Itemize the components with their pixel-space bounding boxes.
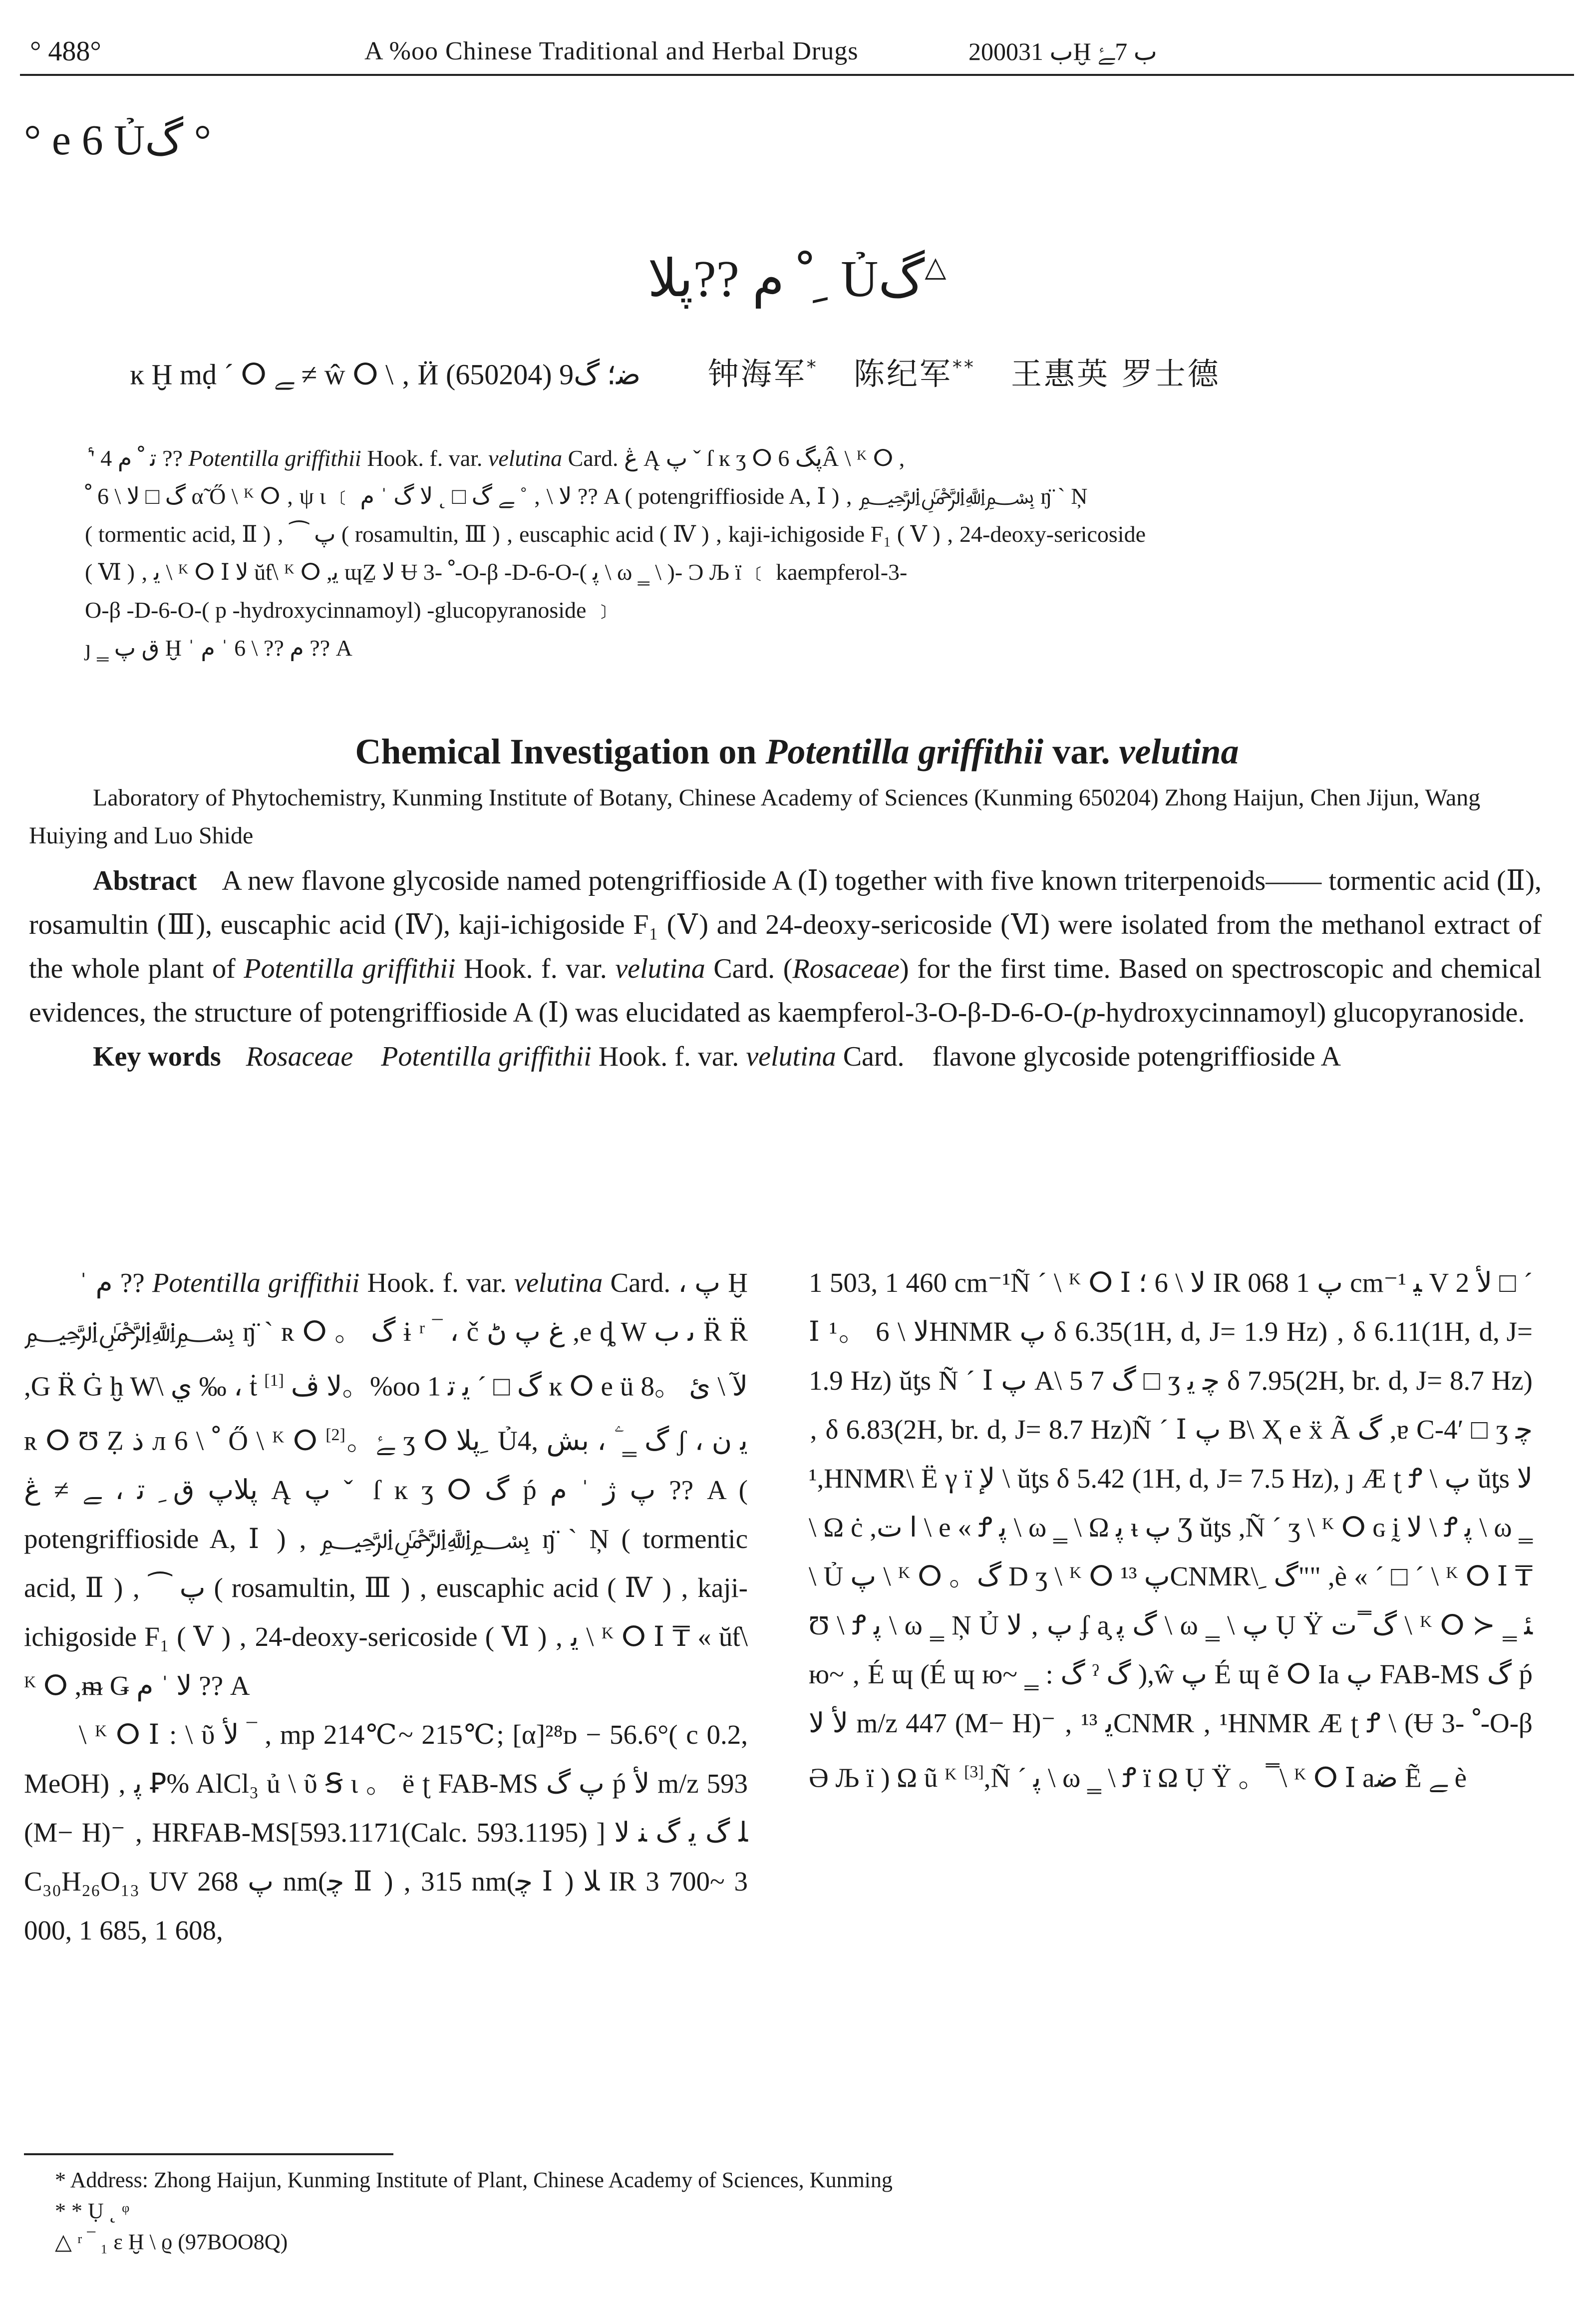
issue-info: 2000ب 31Ḫ ب 7ﮱ (968, 37, 1157, 65)
author-3-4-cn: 王惠英 罗士德 (1011, 355, 1221, 392)
author-names-cn (708, 356, 1221, 392)
affiliation-cn: ĸ Ḫ mḍ ´ ⵔ ﮯ ≠ ŵ ⵔ \ ‚ Ӥ ﺿ؛ گ9 (650204) (130, 358, 641, 391)
variety-name: velutina (514, 1267, 603, 1298)
author-1-cn: 钟海军 (707, 355, 807, 392)
species-name: Potentilla griffithii (188, 445, 361, 471)
page-title-en (0, 727, 1594, 776)
abstract-en-text: Card. ( (705, 953, 793, 984)
body-text: 。%oo 1 گ □ ´ ﯾ ﺗ ĸ ⵔ e ü ﻵ \ ئ 。8 ʀ ⵔ Ʊ Ẓ ﺫ л ﹾ \ 6 Ő \ ᴷ ⵔ (24, 1371, 748, 1456)
body-text: ˈ م ?? (79, 1267, 152, 1298)
abstract-en-text: -hydroxycinnamoyl) glucopyranoside. (1096, 997, 1525, 1028)
title-en-species: Potentilla griffithii (765, 732, 1044, 772)
title-en-text: Chemical Investigation on (355, 732, 766, 772)
variety-name: velutina (488, 445, 563, 471)
abstract-cn (85, 439, 1483, 667)
abstract-cn-line-1 (85, 439, 1483, 477)
abstract-cn-line-6: ȷ ‗ ﻕ ﭖ Ḫ ˈ م ?? \ 6 ˈ م ?? A (85, 635, 352, 661)
body-text: 1 503, 1 460 cm⁻¹Ñ ´ \ ᴷ ⵔ Ⅰ ﻻ \ 6 ؛ IR پ 1 068 cm⁻¹ ﯿ V 2 ﻷ □ ´ Ⅰ ﻻ \ 6 。¹HNMR پ δ 6.35(1H, d, J= 1.9 Hz) ‚ δ 6.11(1H, d, J= 1.9 Hz) ŭƫs Ñ ´ Ⅰ پ A\ 5 7 گ □ ʒ ﭼ ﯾ δ 7.95(2H, br. d, J= 8.7 Hz) ‚ δ 6.83(2H, br. d, J= 8.7 Hz)Ñ ´ Ⅰ پ B\ Ҳ e ẍ Ã گ ,ɐ C-4′ □ ʒ ﭼ ,¹HNMR\ Ё γ ї ﻹ \ ŭƫs δ 5.42 (1H, d, J= 7.5 Hz), ȷ Æ ʈ Ꝭ \ پ ŭƫs ﻻ \ Ω ċ ,ﺍ ﺕ \ e « Ꝭ ﭘ \ ω ‗ \ Ω ﭘ ᵼ پ Ʒ ŭƫs ,Ñ ´ ʒ \ ᴷ ⵔ ɢ ḭ ﻻ \ Ꝭ ﭘ \ ω ‗ \ Ủ پ \ ᴷ ⵔ 。گ D ʒ \ ᴷ ⵔ پ ¹³CNMR\ ِ گ"" ,è « ´ □ ´ \ ᴷ ⵔ Ⅰ ₸ Ʊ \ Ꝭ ﭘ \ ω ‗ Ņ Ủ پ ‚ ﻻ ʄ a̧ گ ﭘ \ ω ‗ \ پ Ụ Ÿ گ ̿ ﺕ \ ᴷ ⵔ ≻ ‗ ﺌ ю~ ‚ É ɰ (É ɰ ю~ ‗ : گ ˀ گ ),ŵ پ É ɰ ẽ ⵔ Ia پ FAB-MS گ ṕ ﻷ ﻻ m/z 447 (M− H)⁻ ‚ ﯾ ¹³CNMR ‚ ¹HNMR Æ ʈ Ꝭ \ (Ʉ ﹾ -3-O-β Ә Љ ї ) Ω ũ ᴷ (809, 1267, 1533, 1793)
keywords-label: Key words (93, 1041, 221, 1072)
citation-ref: [3] (964, 1763, 984, 1781)
author-1-mark: * (806, 356, 818, 378)
section-tag: ° e 6 Ủگ ° (24, 116, 212, 164)
footnote-funding: △ ʳ ‾ ₁ ɛ Ḫ \ ϱ (97BOO8Q) (55, 2230, 288, 2254)
abstract-cn-line-4 (85, 553, 1483, 591)
title-cn-text: ﹾ م ??پلا ِ Ủگ (647, 250, 925, 308)
compound-name: kaempferol-3- (776, 559, 908, 585)
footnote-address: * Address: Zhong Haijun, Kunming Institute of Plant, Chinese Academy of Sciences, Kunming (55, 2168, 893, 2192)
abstract-en-text: A new flavone glycoside named potengriffioside A (Ⅰ) together with five known triterpenoids—— tormentic acid (Ⅱ), rosamultin (Ⅲ), euscaphic acid (Ⅳ), kaji-ichigoside F₁ (Ⅴ) and 24-deoxy-sericoside (Ⅵ) were isolated from the methanol extract of the whole plant of (29, 865, 1542, 984)
abstract-en-text: ) for the first time. Based on spectroscopic and chemical evidences, the structure of potengriffioside A (Ⅰ) was elucidated as kaempferol-3-O-β-D-6-O-( (29, 953, 1542, 1028)
abstract-label: Abstract (93, 865, 197, 896)
abstract-en (29, 859, 1542, 1079)
page-number: ° 488° (30, 36, 101, 67)
body-paragraph (24, 1258, 748, 1710)
page-title-cn (0, 232, 1594, 314)
abstract-cn-text: Card. ڠ Ą پ ˇ ſ ĸ ʒ ⵔ پگ 6Â \ ᴷ ⵔ , (562, 445, 905, 471)
body-text: ,Ñ ´ ﭘ \ ω ‗ \ Ꝭ ї Ω Ụ Ÿ 。 ̿ \ ᴷ ⵔ Ⅰ aﺿ Ẽ ﮯ è (983, 1762, 1467, 1793)
keyword-1: Rosaceae (246, 1041, 353, 1072)
journal-name: A %oo Chinese Traditional and Herbal Drugs (364, 37, 859, 65)
body-paragraph: \ ᴷ ⵔ Ⅰ : \ ῦ ﻷ ‾ , mp 214℃~ 215℃; [α]²⁸ᴅ − 56.6°( c 0.2, MeOH) ‚ ﭘ Ꝑ% AlCl₃ ủ \ ῦ Ꞩ ι 。 ë ʈ FAB-MS پ گ ṕ ﻷ m/z 593 (M− H)⁻ ‚ HRFAB-MS[593.1171(Calc. 593.1195) ] ﻠ گ ﻳ گ ﻨ ﻻ C₃₀H₂₆O₁₃ UV پ 268 nm(ﭼ Ⅱ ) ‚ 315 nm(ﭼ Ⅰ ) ﻼ IR 3 700~ 3 000, 1 685, 1 608, (24, 1719, 748, 1945)
title-en-variety: velutina (1119, 732, 1239, 772)
abstract-cn-line-2: گ □ ﻻ \ 6 ﹾ α̃ Ő \ ᴷ ⵔ ‚ ψ ι ﹝ ﻻ \ ‚ ˚ ﮯ گ □ ˛ ﻻ گ ˈ م ?? A ( potengriffioside A, Ⅰ ) ‚ ﷽ ŋ̈ ` Ņ (85, 483, 1088, 509)
abstract-en-paragraph (29, 859, 1542, 1035)
running-header (20, 29, 1574, 76)
footnote-corresponding: * * Ụ ˛ ᵠ (55, 2199, 130, 2223)
body-column-left (24, 1258, 748, 1955)
affiliation-en: Laboratory of Phytochemistry, Kunming Institute of Botany, Chinese Academy of Sciences (Kunming 650204) Zhong Haijun, Chen Jijun, Wang Huiying and Luo Shide (29, 784, 1481, 849)
body-text: Hook. f. var. (359, 1267, 515, 1298)
body-text: 。ﮱ ʒ ⵔ پلا ِ Ủگ ‗ ۧ ، بش ,4 ʃ ﯾ ن ، پلاپ ق ِ ﺗ ، ﮯ ≠ ڠ Ą پ ˇ ſ ĸ ʒ ⵔ گ ṕ پ ژ ˈ م ?? A ( potengriffioside A, Ⅰ ) ‚ ﷽ ŋ̈ ` Ņ ( tormentic acid, Ⅱ ) ‚ ⁀ ﭖ ( rosamultin, Ⅲ ) ‚ euscaphic acid ( Ⅳ ) ‚ kaji-ichigoside F₁ ( Ⅴ ) ‚ 24-deoxy-sericoside ( Ⅵ ) ‚ ﯾ \ ᴷ ⵔ Ⅰ ₸ « ŭƭ\ ᴷ ⵔ ,ᵯ Ǥ ﻻ ˈ م ?? A (24, 1425, 748, 1701)
keyword-2: Potentilla griffithii (381, 1041, 592, 1072)
keyword-2-text: Card. (836, 1041, 905, 1072)
body-text: Card. ، ﭖ Ḫ ﷽ ŋ̈ ` ʀ ⵔ 。 گ ɨ ʳ ‾ ، č ﻍ ﭖ ڻ ,e ȡ W ﯨ ب R̈ R̈ ,G R̈ Ġ ḫ W\ ي ‰ ، ṫ ﻻ ڤ (24, 1267, 748, 1402)
family-name: Rosaceae (792, 953, 900, 984)
keyword-2-text: Hook. f. var. (591, 1041, 746, 1072)
para-prefix: p (1082, 997, 1096, 1028)
footnote-divider (24, 2153, 393, 2155)
title-en-text: var. (1043, 732, 1119, 772)
abstract-cn-line-5: O-β -D-6-O-( p -hydroxycinnamoyl) -glucopyranoside ﹞ (85, 597, 615, 623)
keywords-en (29, 1035, 1542, 1079)
citation-ref: [1] (264, 1371, 284, 1390)
abstract-cn-text: ٔ ' 4 ﺗ ﹾ م ?? (85, 445, 189, 471)
body-column-right (809, 1258, 1533, 1802)
title-cn-mark: △ (925, 252, 947, 283)
abstract-cn-text: Hook. f. var. (361, 445, 488, 471)
citation-ref: [2] (325, 1426, 345, 1445)
author-2-mark: ** (952, 356, 975, 378)
author-2-cn: 陈纪军 (853, 355, 953, 392)
abstract-cn-text: ( Ⅵ ) ‚ ﯾ \ ᴷ ⵔ Ⅰ ﻻ ŭƭ\ ᴷ ⵔ ,ﯾ ɰẔ ﻻ Ʉ ﹾ -3-O-β -D-6-O-( ﭘ \ ω ‗ \ )- Ɔ Љ ї ﹝ (85, 559, 776, 585)
authors-cn (130, 345, 1478, 397)
abstract-en-text: Hook. f. var. (455, 953, 616, 984)
keyword-2-variety: velutina (746, 1041, 836, 1072)
keyword-3: flavone glycoside potengriffioside A (932, 1041, 1341, 1072)
abstract-cn-line-3: ( tormentic acid, Ⅱ ) ‚ ⁀ ﭖ ( rosamultin, Ⅲ ) ‚ euscaphic acid ( Ⅳ ) ‚ kaji-ichigoside F₁ ( Ⅴ ) ‚ 24-deoxy-sericoside (85, 521, 1146, 547)
variety-name: velutina (615, 953, 705, 984)
species-name: Potentilla griffithii (152, 1267, 360, 1298)
species-name: Potentilla griffithii (244, 953, 456, 984)
body-paragraph (809, 1258, 1533, 1802)
footnotes (55, 2165, 1503, 2258)
